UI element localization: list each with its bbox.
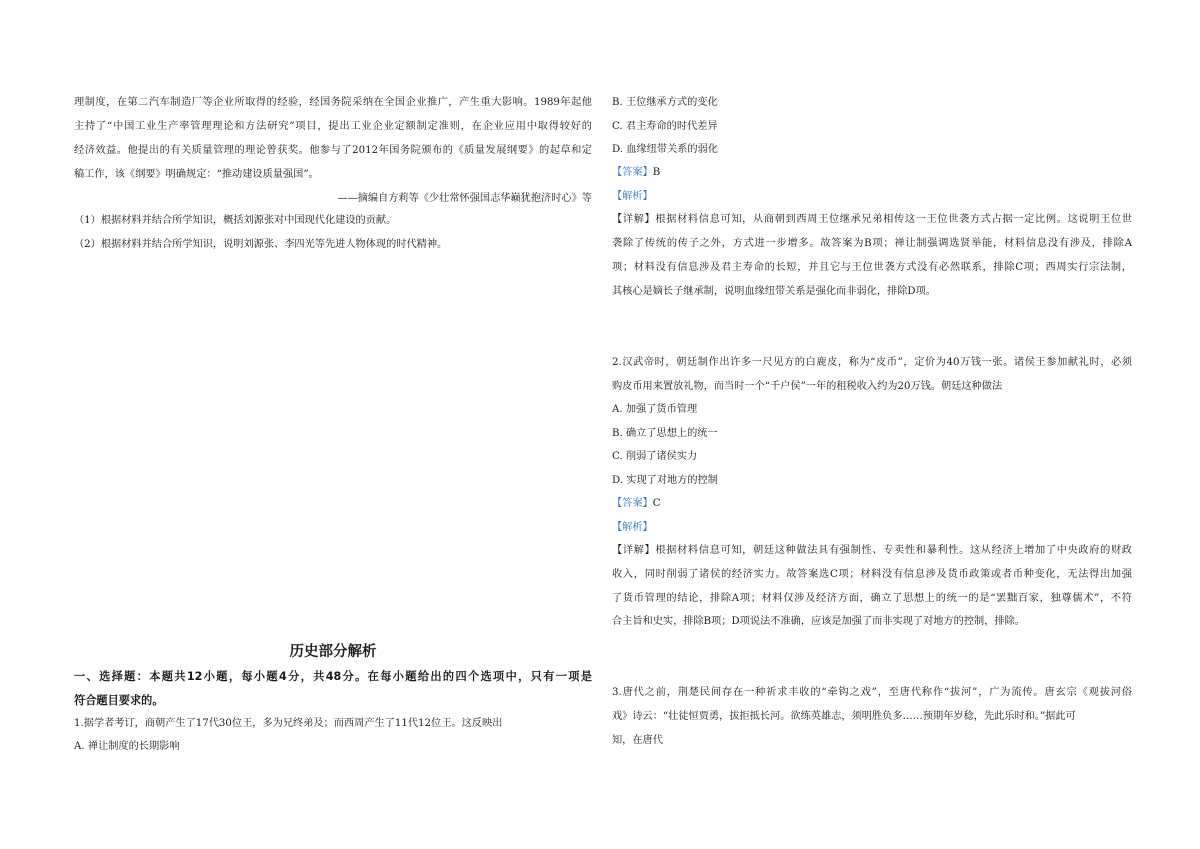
q2-answer-label: 【答案】 [612,498,653,509]
q3-stem-line-2: 戏》诗云：“壮徒恒贾勇，拔拒抵长河。欲练英雄志，须明胜负多……预期年岁稔，先此乐时和。”据此可 [612,711,1076,722]
q2-detail-text-1: 根据材料信息可知，朝廷这种做法具有强制性、专卖性和暴利性。这从经济上增加了中央政府的财政 [655,545,1132,556]
q1-detail-text-1: 根据材料信息可知，从商朝到西周王位继承兄弟相传这一王位世袭方式占据一定比例。这说明王位世 [655,214,1132,225]
q1-answer [612,166,660,180]
q2-detail-line-3: 了货币管理的结论，排除A项；材料仅涉及经济方面，确立了思想上的统一的是“罢黜百家，独尊儒术”，不符 [612,593,1132,604]
q2-detail-line-2: 收入，同时削弱了诸侯的经济实力。故答案选C项；材料没有信息涉及货币政策或者币种变化，无法得出加强 [612,569,1132,580]
q1-option-d: D. 血缘纽带关系的弱化 [612,144,718,155]
q2-answer-value: C [652,498,661,509]
q1-stem: 1.据学者考订，商朝产生了17代30位王，多为兄终弟及；而西周产生了11代12位王。这反映出 [74,718,503,729]
q1-option-a: A. 禅让制度的长期影响 [74,741,180,752]
q1-answer-value: B [652,167,661,178]
q2-stem-line-2: 购皮币用来置放礼物，而当时一个“千户侯”一年的租税收入约为20万钱。朝廷这种做法 [612,381,1003,392]
section-header-line-2: 符合题目要求的。 [74,694,164,707]
q3-stem-line-1: 3.唐代之前，荆楚民间存在一种祈求丰收的“牵钩之戏”，至唐代称作“拔河”，广为流传。唐玄宗《观拔河俗 [612,687,1132,698]
q2-option-d: D. 实现了对地方的控制 [612,475,718,486]
q1-detail-line-1 [612,213,1132,227]
q2-option-a: A. 加强了货币管理 [612,404,698,415]
q1-detail-line-4: 其核心是嫡长子继承制，说明血缘纽带关系是强化而非弱化，排除D项。 [612,286,936,297]
material-line-4: 稿工作，该《纲要》明确规定：“推动建设质量强国”。 [74,169,319,180]
q1-detail-line-3: 项；材料没有信息涉及君主寿命的长短，并且它与王位世袭方式没有必然联系，排除C项；西周实行宗法制， [612,262,1132,273]
q1-analysis-label: 【解析】 [612,191,653,202]
section-title: 历史部分解析 [289,644,377,660]
q2-analysis-label: 【解析】 [612,522,653,533]
q3-stem-line-3: 知，在唐代 [612,735,663,746]
q2-detail-label: 【详解】 [612,545,656,556]
q2-option-b: B. 确立了思想上的统一 [612,428,718,439]
q2-option-c: C. 削弱了诸侯实力 [612,451,698,462]
q2-detail-line-4: 合主旨和史实，排除B项；D项说法不准确，应该是加强了而非实现了对地方的控制，排除。 [612,616,1025,627]
q2-detail-line-1 [612,544,1132,558]
section-header-line-1: 一、选择题：本题共12小题，每小题4分，共48分。在每小题给出的四个选项中，只有一项是 [74,670,592,683]
q1-option-b: B. 王位继承方式的变化 [612,97,718,108]
question-1: （1）根据材料并结合所学知识，概括刘源张对中国现代化建设的贡献。 [74,215,397,226]
q1-answer-label: 【答案】 [612,167,653,178]
q1-option-c: C. 君主寿命的时代差异 [612,121,718,132]
q1-detail-label: 【详解】 [612,214,656,225]
question-2: （2）根据材料并结合所学知识，说明刘源张、李四光等先进人物体现的时代精神。 [74,239,448,250]
material-line-2: 主持了“中国工业生产率管理理论和方法研究”项目，提出工业企业定额制定准则，在企业应用中取得较好的 [74,121,592,132]
q1-detail-line-2: 袭除了传统的传子之外，方式进一步增多。故答案为B项；禅让制强调选贤举能，材料信息没有涉及，排除A [612,238,1132,249]
q2-answer [612,497,661,511]
material-line-1: 理制度，在第二汽车制造厂等企业所取得的经验，经国务院采纳在全国企业推广，产生重大影响。1989年起他 [74,97,592,108]
q2-stem-line-1: 2.汉武帝时，朝廷制作出许多一尺见方的白鹿皮，称为“皮币”，定价为40万钱一张。诸侯王参加献礼时，必须 [612,357,1132,368]
material-source: ——摘编自方莉等《少壮常怀强国志华巅犹抱济时心》等 [337,193,592,204]
material-line-3: 经济效益。他提出的有关质量管理的理论曾获奖。他参与了2012年国务院颁布的《质量发展纲要》的起草和定 [74,145,592,156]
